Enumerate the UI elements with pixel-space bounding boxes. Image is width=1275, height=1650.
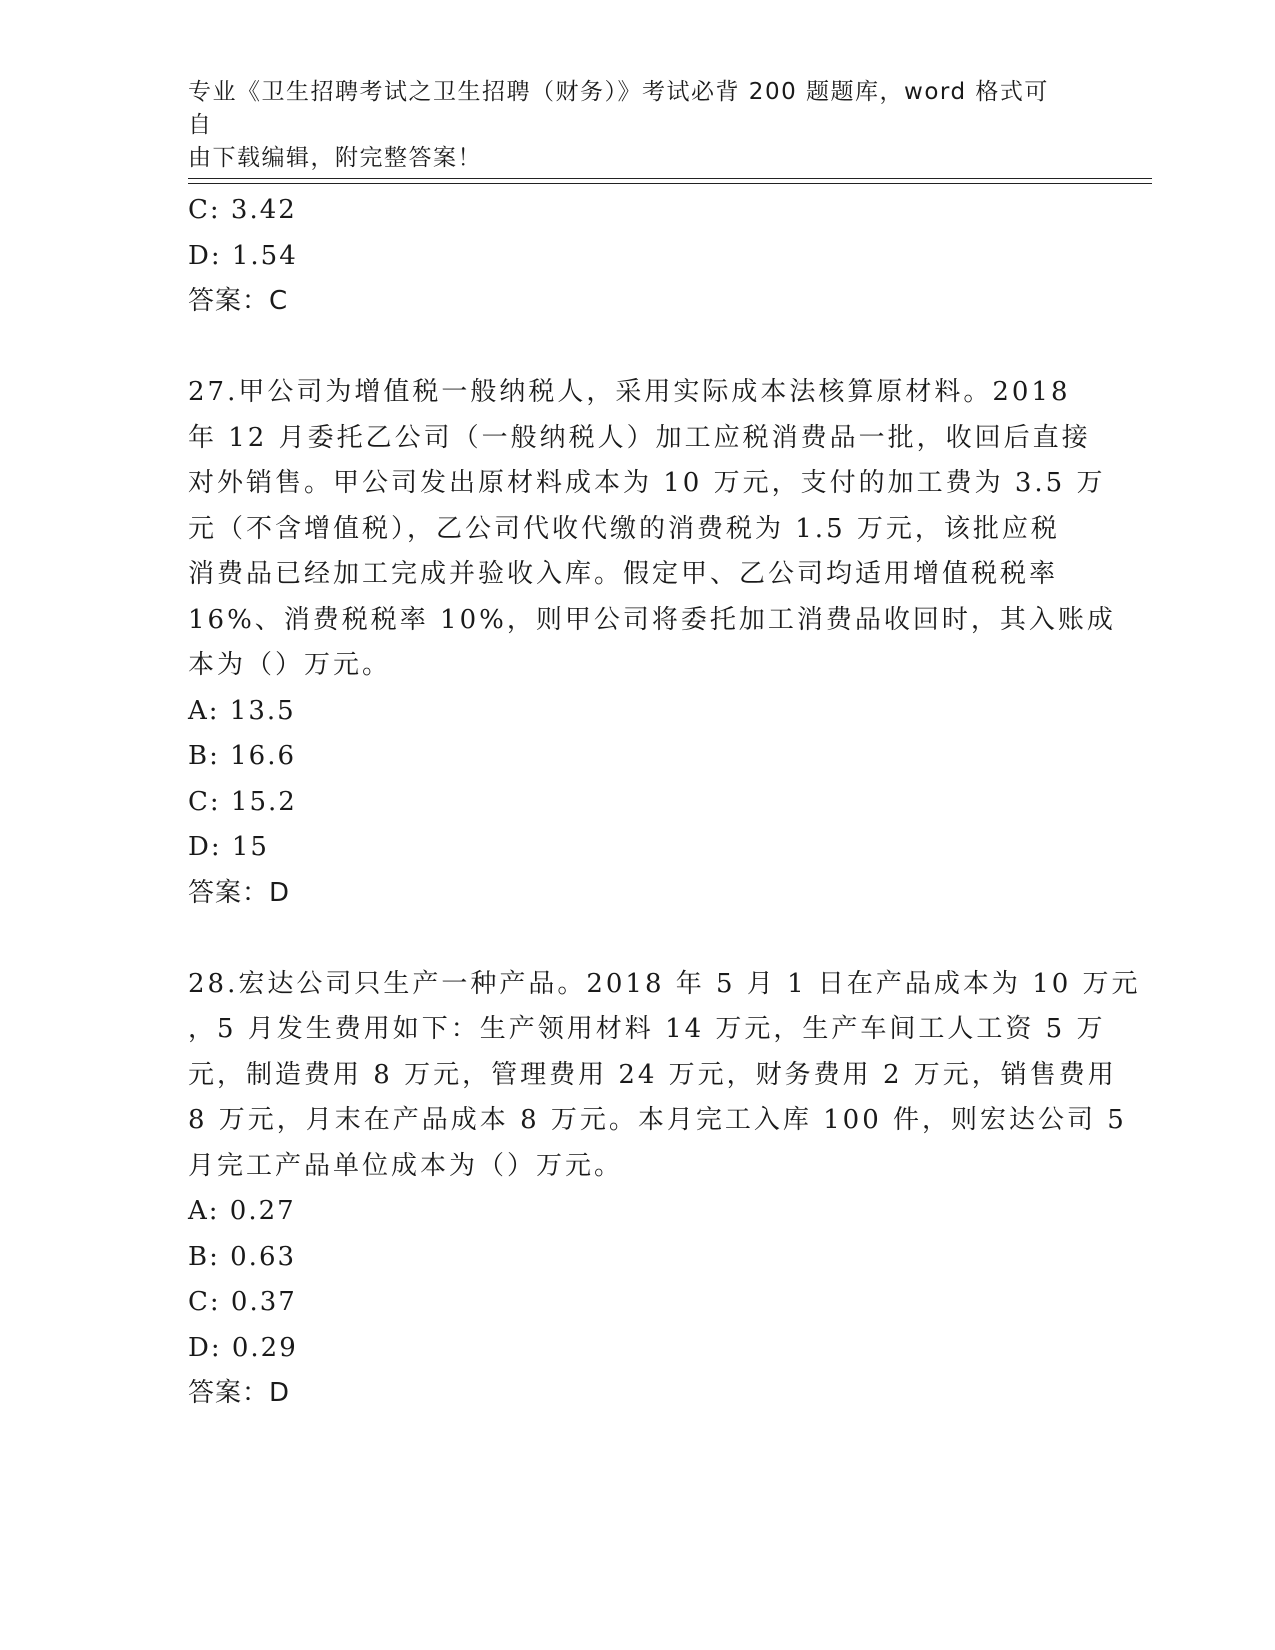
question-text-line: 元（不含增值税），乙公司代收代缴的消费税为 1.5 万元，该批应税 bbox=[188, 513, 1060, 544]
header-line-1: 专业《卫生招聘考试之卫生招聘（财务）》考试必背 200 题题库，word 格式可自 bbox=[188, 79, 1049, 138]
spacer bbox=[188, 325, 1088, 371]
option-c: C: 3.42 bbox=[188, 195, 297, 225]
question-text-line: 月完工产品单位成本为（）万元。 bbox=[188, 1150, 624, 1181]
previous-question-tail bbox=[188, 188, 1088, 325]
document-header bbox=[188, 76, 1068, 175]
spacer bbox=[188, 916, 1088, 962]
question-text-line: 年 12 月委托乙公司（一般纳税人）加工应税消费品一批，收回后直接 bbox=[188, 422, 1091, 453]
question-text-line: 消费品已经加工完成并验收入库。假定甲、乙公司均适用增值税税率 bbox=[188, 559, 1059, 589]
option-c: C: 0.37 bbox=[188, 1287, 297, 1317]
option-b: B: 0.63 bbox=[188, 1241, 297, 1272]
answer-line: 答案：C bbox=[188, 286, 289, 316]
option-c: C: 15.2 bbox=[188, 786, 297, 817]
answer-line: 答案：D bbox=[188, 1378, 291, 1408]
question-text-line: 28.宏达公司只生产一种产品。2018 年 5 月 1 日在产品成本为 10 万元 bbox=[188, 968, 1141, 999]
option-d: D: 15 bbox=[188, 832, 269, 862]
question-text-line: 元，制造费用 8 万元，管理费用 24 万元，财务费用 2 万元，销售费用 bbox=[188, 1059, 1117, 1090]
option-a: A: 13.5 bbox=[188, 695, 296, 726]
header-divider-top bbox=[188, 178, 1152, 179]
question-text-line: 本为（）万元。 bbox=[188, 650, 392, 680]
option-d: D: 1.54 bbox=[188, 240, 298, 271]
question-text-line: 27.甲公司为增值税一般纳税人，采用实际成本法核算原材料。2018 bbox=[188, 377, 1071, 407]
question-27 bbox=[188, 370, 1116, 916]
option-b: B: 16.6 bbox=[188, 741, 297, 771]
answer-line: 答案：D bbox=[188, 877, 291, 908]
option-d: D: 0.29 bbox=[188, 1332, 298, 1363]
document-body bbox=[188, 188, 1141, 1417]
question-28 bbox=[188, 962, 1141, 1417]
question-text-line: ，5 月发生费用如下：生产领用材料 14 万元，生产车间工人工资 5 万 bbox=[188, 1014, 1106, 1044]
option-a: A: 0.27 bbox=[188, 1196, 296, 1226]
header-divider-bottom bbox=[188, 183, 1152, 184]
question-text-line: 对外销售。甲公司发出原材料成本为 10 万元，支付的加工费为 3.5 万 bbox=[188, 468, 1106, 498]
question-text-line: 16%、消费税税率 10%，则甲公司将委托加工消费品收回时，其入账成 bbox=[188, 604, 1116, 635]
header-line-2: 由下载编辑，附完整答案！ bbox=[188, 145, 482, 171]
question-text-line: 8 万元，月末在产品成本 8 万元。本月完工入库 100 件，则宏达公司 5 bbox=[188, 1105, 1127, 1135]
